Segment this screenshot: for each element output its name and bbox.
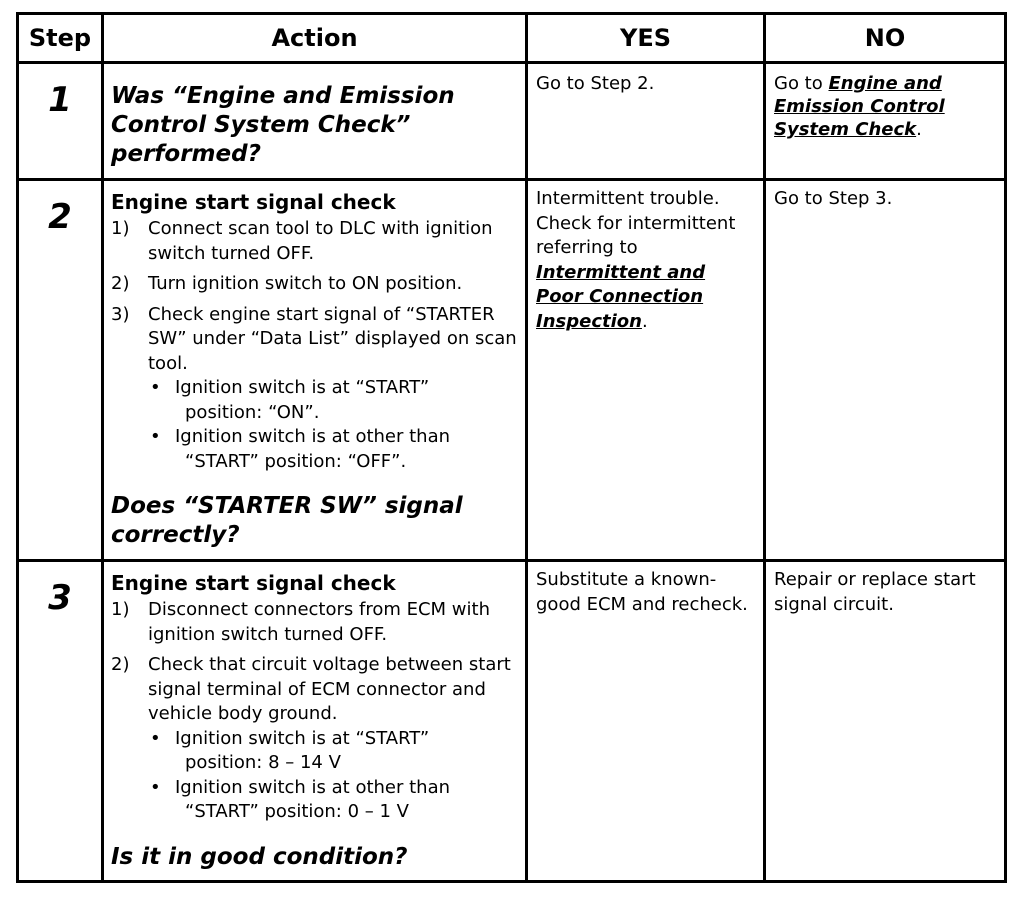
- condition-item: [148, 727, 519, 776]
- no-text: Go to Step 3.: [774, 188, 893, 209]
- condition-item: [148, 376, 519, 425]
- step-text: Disconnect connectors from ECM with ignition switch turned OFF.: [148, 599, 490, 645]
- action-cell: [103, 180, 527, 561]
- step-label: 3): [111, 303, 130, 325]
- step-text: Check that circuit voltage between start signal terminal of ECM connector and vehicle body ground.: [148, 654, 511, 724]
- condition-list: [148, 376, 519, 474]
- yes-text: Go to Step 2.: [536, 73, 655, 94]
- step-text: Turn ignition switch to ON position.: [148, 273, 463, 294]
- procedure-step: [111, 653, 519, 825]
- step-label: 2): [111, 273, 130, 294]
- step-number: 1: [48, 80, 72, 120]
- condition-line: position: “ON”.: [185, 401, 320, 423]
- condition-line: Ignition switch is at other than: [175, 426, 451, 447]
- procedure-step: [111, 303, 519, 475]
- engine-emission-check-link[interactable]: Engine and Emission Control System Check: [774, 73, 945, 140]
- table-row: [18, 561, 1006, 882]
- yes-text: Substitute a known-good ECM and recheck.: [536, 569, 748, 615]
- question-text: Is it in good condition?: [111, 843, 408, 870]
- no-cell: [765, 561, 1006, 882]
- action-cell: [103, 561, 527, 882]
- step-cell: [18, 63, 103, 180]
- yes-cell: [527, 180, 765, 561]
- intermittent-inspection-link[interactable]: Intermittent and Poor Connection Inspection: [536, 261, 706, 332]
- procedure-step: [111, 272, 519, 297]
- condition-list: [148, 727, 519, 825]
- action-cell: [103, 63, 527, 180]
- procedure-list: [111, 598, 519, 825]
- condition-line: “START” position: 0 – 1 V: [185, 801, 409, 822]
- table-row: [18, 180, 1006, 561]
- step-text: Connect scan tool to DLC with ignition switch turned OFF.: [148, 218, 493, 264]
- no-cell: [765, 63, 1006, 180]
- yes-cell: [527, 63, 765, 180]
- step-cell: [18, 180, 103, 561]
- no-text: Repair or replace start signal circuit.: [774, 569, 976, 615]
- bullet-icon: •: [150, 727, 161, 749]
- header-step: Step: [18, 14, 103, 63]
- step-number: 3: [48, 578, 72, 618]
- step-label: 2): [111, 654, 130, 675]
- step-cell: [18, 561, 103, 882]
- question-text: Does “STARTER SW” signal correctly?: [111, 493, 463, 548]
- condition-line: position: 8 – 14 V: [185, 752, 341, 773]
- header-row: [18, 14, 1006, 63]
- bullet-icon: •: [150, 426, 161, 447]
- diagnostic-table: [16, 12, 1007, 883]
- step-number: 2: [48, 197, 72, 237]
- procedure-list: [111, 217, 519, 474]
- no-prefix: Go to: [774, 73, 829, 94]
- no-cell: [765, 180, 1006, 561]
- condition-line: Ignition switch is at “START”: [175, 727, 430, 749]
- procedure-step: [111, 217, 519, 266]
- header-action: Action: [103, 14, 527, 63]
- no-suffix: .: [916, 119, 922, 140]
- bullet-icon: •: [150, 776, 161, 798]
- action-title: Engine start signal check: [111, 190, 396, 214]
- procedure-step: [111, 598, 519, 647]
- condition-item: [148, 776, 519, 825]
- condition-line: Ignition switch is at “START”: [175, 377, 430, 398]
- yes-prefix: Intermittent trouble. Check for intermittent referring to: [536, 188, 736, 258]
- condition-line: Ignition switch is at other than: [175, 776, 451, 798]
- table-row: [18, 63, 1006, 180]
- question-text: Was “Engine and Emission Control System Check” performed?: [111, 83, 455, 167]
- yes-cell: [527, 561, 765, 882]
- step-label: 1): [111, 599, 130, 620]
- condition-line: “START” position: “OFF”.: [185, 450, 407, 472]
- step-text: Check engine start signal of “STARTER SW” under “Data List” displayed on scan tool.: [148, 303, 517, 374]
- bullet-icon: •: [150, 377, 161, 398]
- step-label: 1): [111, 218, 130, 239]
- condition-item: [148, 425, 519, 474]
- yes-text: [528, 181, 763, 334]
- action-title: Engine start signal check: [111, 571, 396, 595]
- header-no: NO: [765, 14, 1006, 63]
- yes-suffix: .: [641, 310, 648, 332]
- no-text: [766, 64, 1004, 141]
- header-yes: YES: [527, 14, 765, 63]
